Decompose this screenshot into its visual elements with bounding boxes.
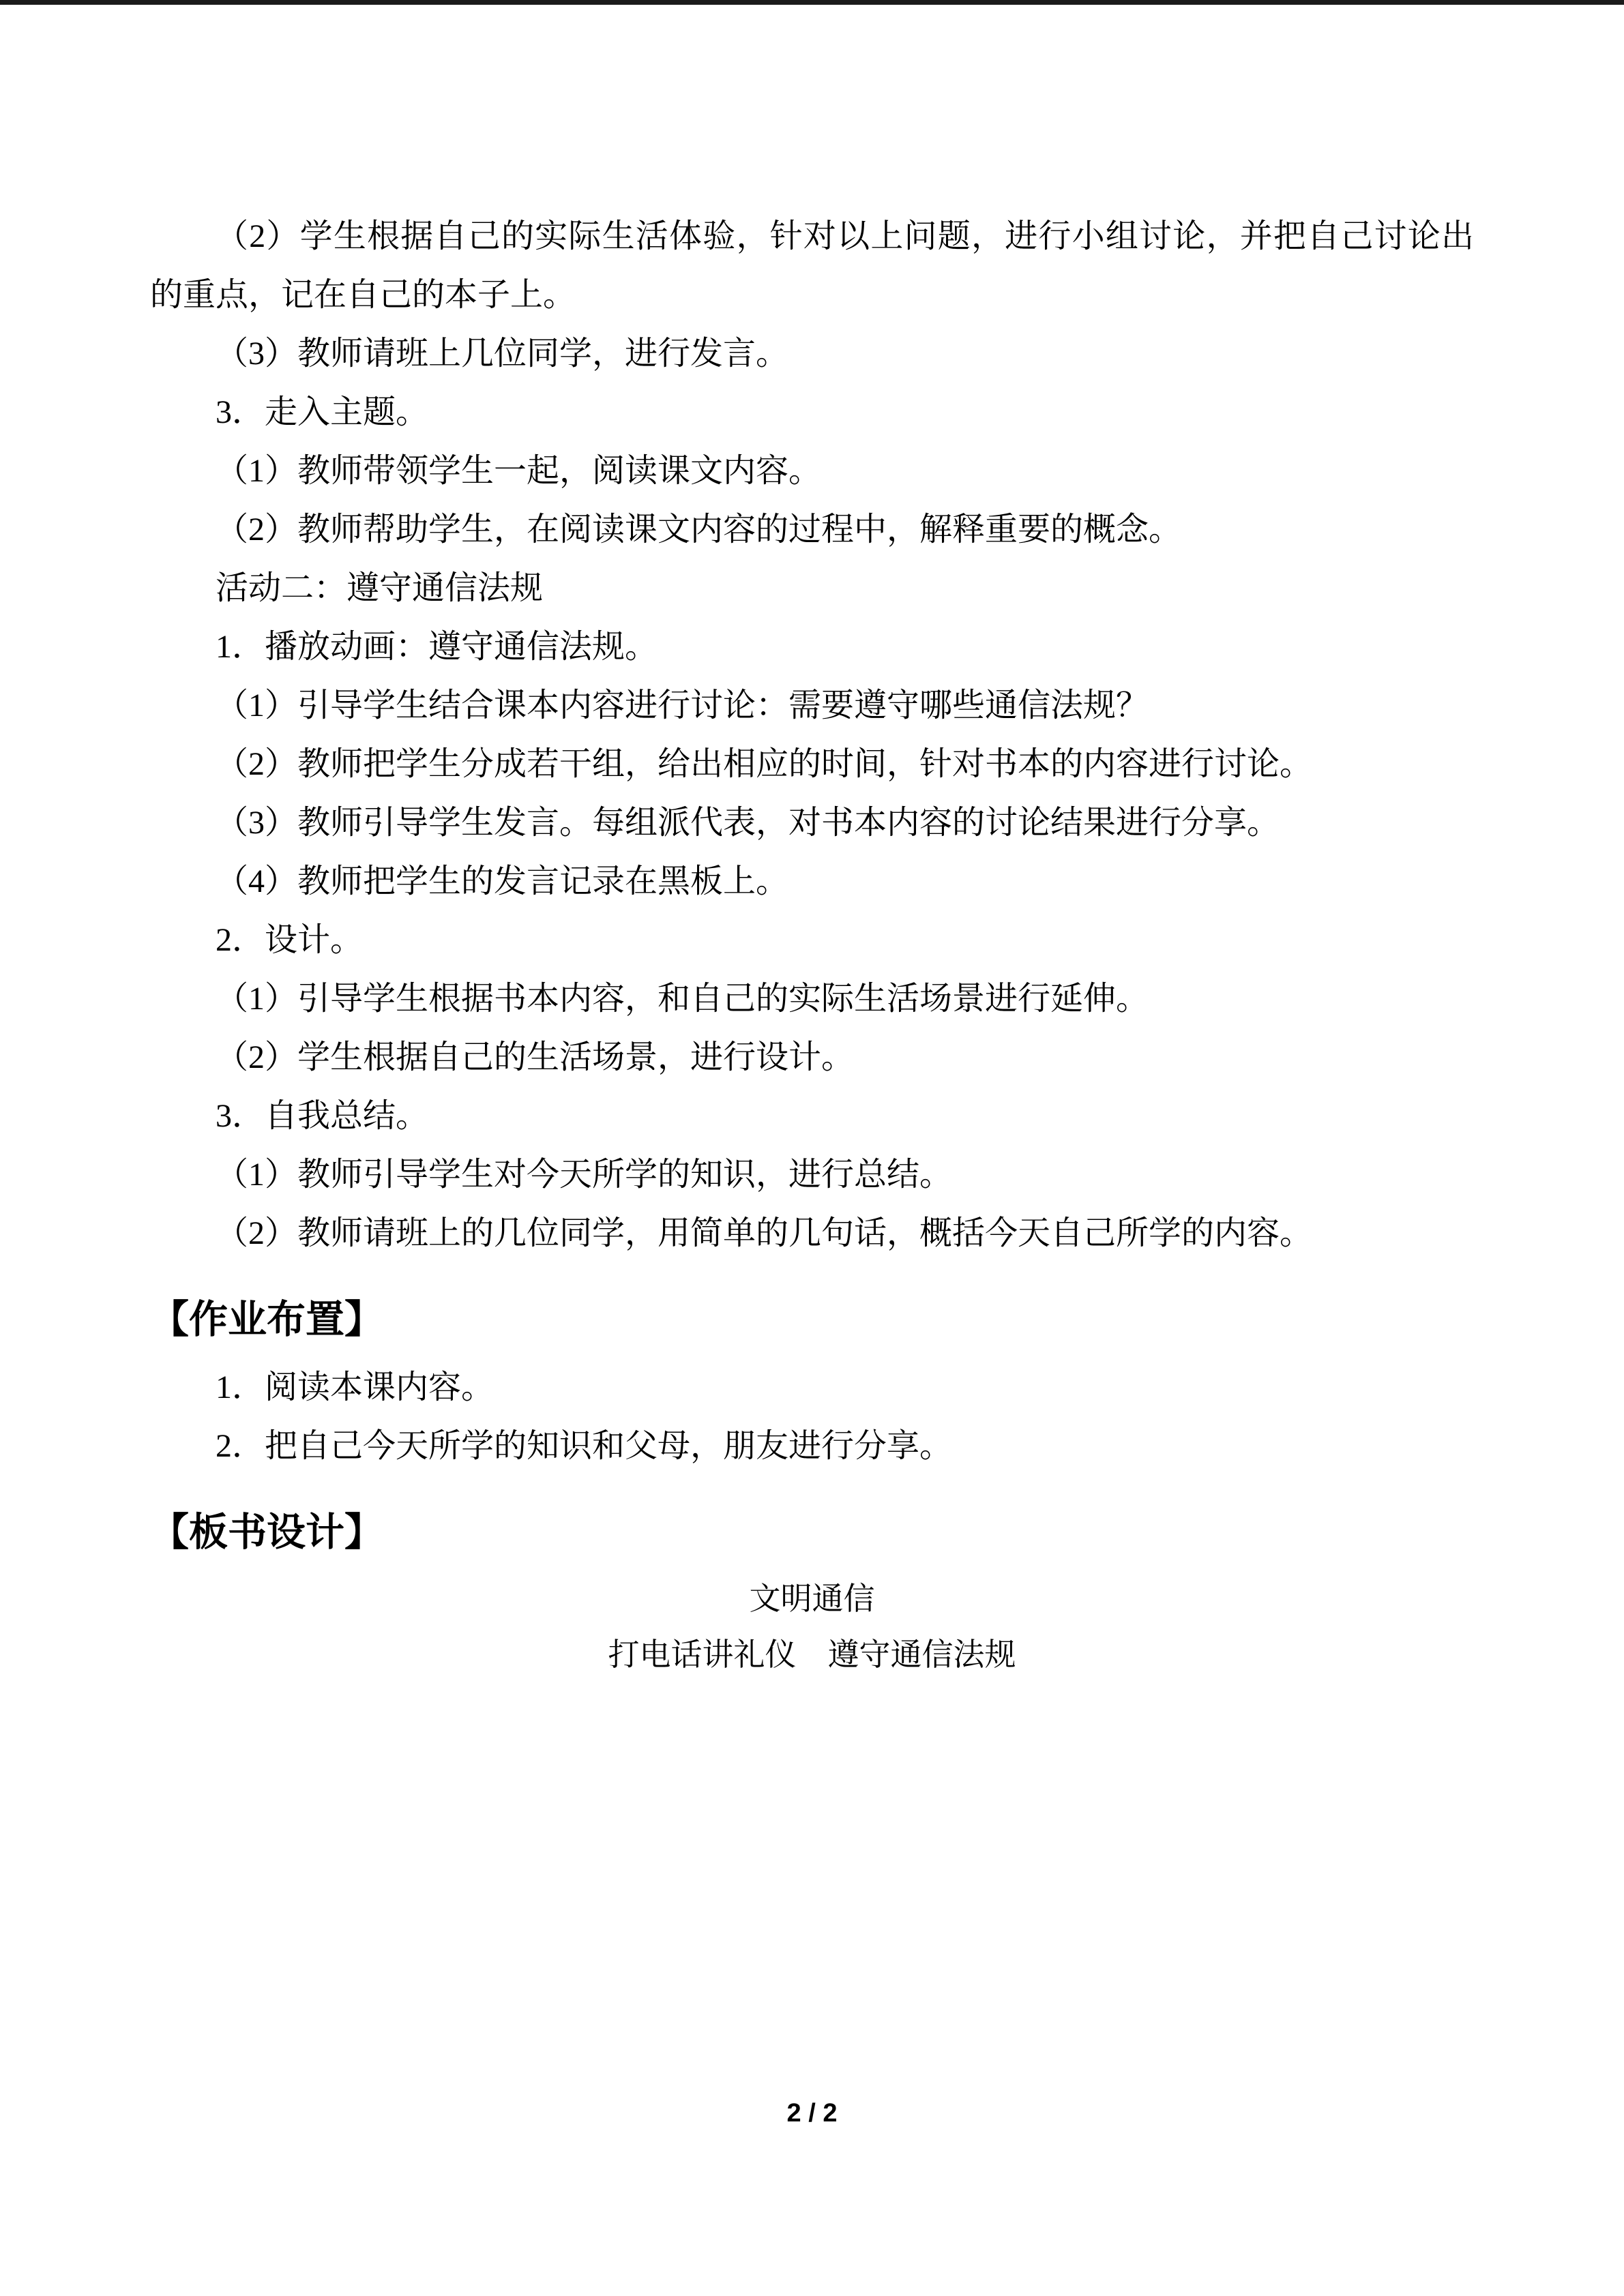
paragraph: （2）学生根据自己的生活场景，进行设计。 bbox=[216, 1039, 855, 1075]
paragraph: （1）引导学生根据书本内容，和自己的实际生活场景进行延伸。 bbox=[216, 981, 1149, 1017]
document-body bbox=[150, 5, 1474, 1683]
paragraph: 活动二：遵守通信法规 bbox=[216, 570, 544, 606]
paragraph: （2）教师请班上的几位同学，用简单的几句话，概括今天自己所学的内容。 bbox=[216, 1215, 1313, 1251]
paragraph: 1．阅读本课内容。 bbox=[216, 1369, 494, 1405]
page-top-border bbox=[0, 0, 1624, 5]
paragraph: （1）教师带领学生一起，阅读课文内容。 bbox=[216, 453, 822, 489]
paragraph: （4）教师把学生的发言记录在黑板上。 bbox=[216, 863, 789, 899]
board-design-line: 文明通信 bbox=[749, 1581, 875, 1616]
paragraph: （2）教师把学生分成若干组，给出相应的时间，针对书本的内容进行讨论。 bbox=[216, 746, 1313, 782]
paragraph: （3）教师请班上几位同学，进行发言。 bbox=[216, 336, 789, 372]
section-heading: 【板书设计】 bbox=[150, 1511, 383, 1554]
paragraph: 2．把自己今天所学的知识和父母，朋友进行分享。 bbox=[216, 1428, 953, 1464]
paragraph: （1）教师引导学生对今天所学的知识，进行总结。 bbox=[216, 1157, 953, 1193]
section-heading: 【作业布置】 bbox=[150, 1298, 383, 1341]
paragraph: 1．播放动画：遵守通信法规。 bbox=[216, 629, 658, 665]
page-number: 2 / 2 bbox=[786, 2099, 838, 2128]
paragraph: （2）教师帮助学生，在阅读课文内容的过程中，解释重要的概念。 bbox=[216, 511, 1182, 548]
paragraph: 3．自我总结。 bbox=[216, 1098, 429, 1134]
paragraph: （1）引导学生结合课本内容进行讨论：需要遵守哪些通信法规？ bbox=[216, 687, 1149, 724]
paragraph: （3）教师引导学生发言。每组派代表，对书本内容的讨论结果进行分享。 bbox=[216, 805, 1280, 841]
board-design-line: 打电话讲礼仪 遵守通信法规 bbox=[608, 1637, 1016, 1672]
paragraph: （2）学生根据自己的实际生活体验，针对以上问题，进行小组讨论，并把自己讨论出的重点，记在自己的本子上。 bbox=[150, 218, 1474, 313]
paragraph: 2．设计。 bbox=[216, 922, 364, 958]
paragraph: 3．走入主题。 bbox=[216, 394, 429, 430]
